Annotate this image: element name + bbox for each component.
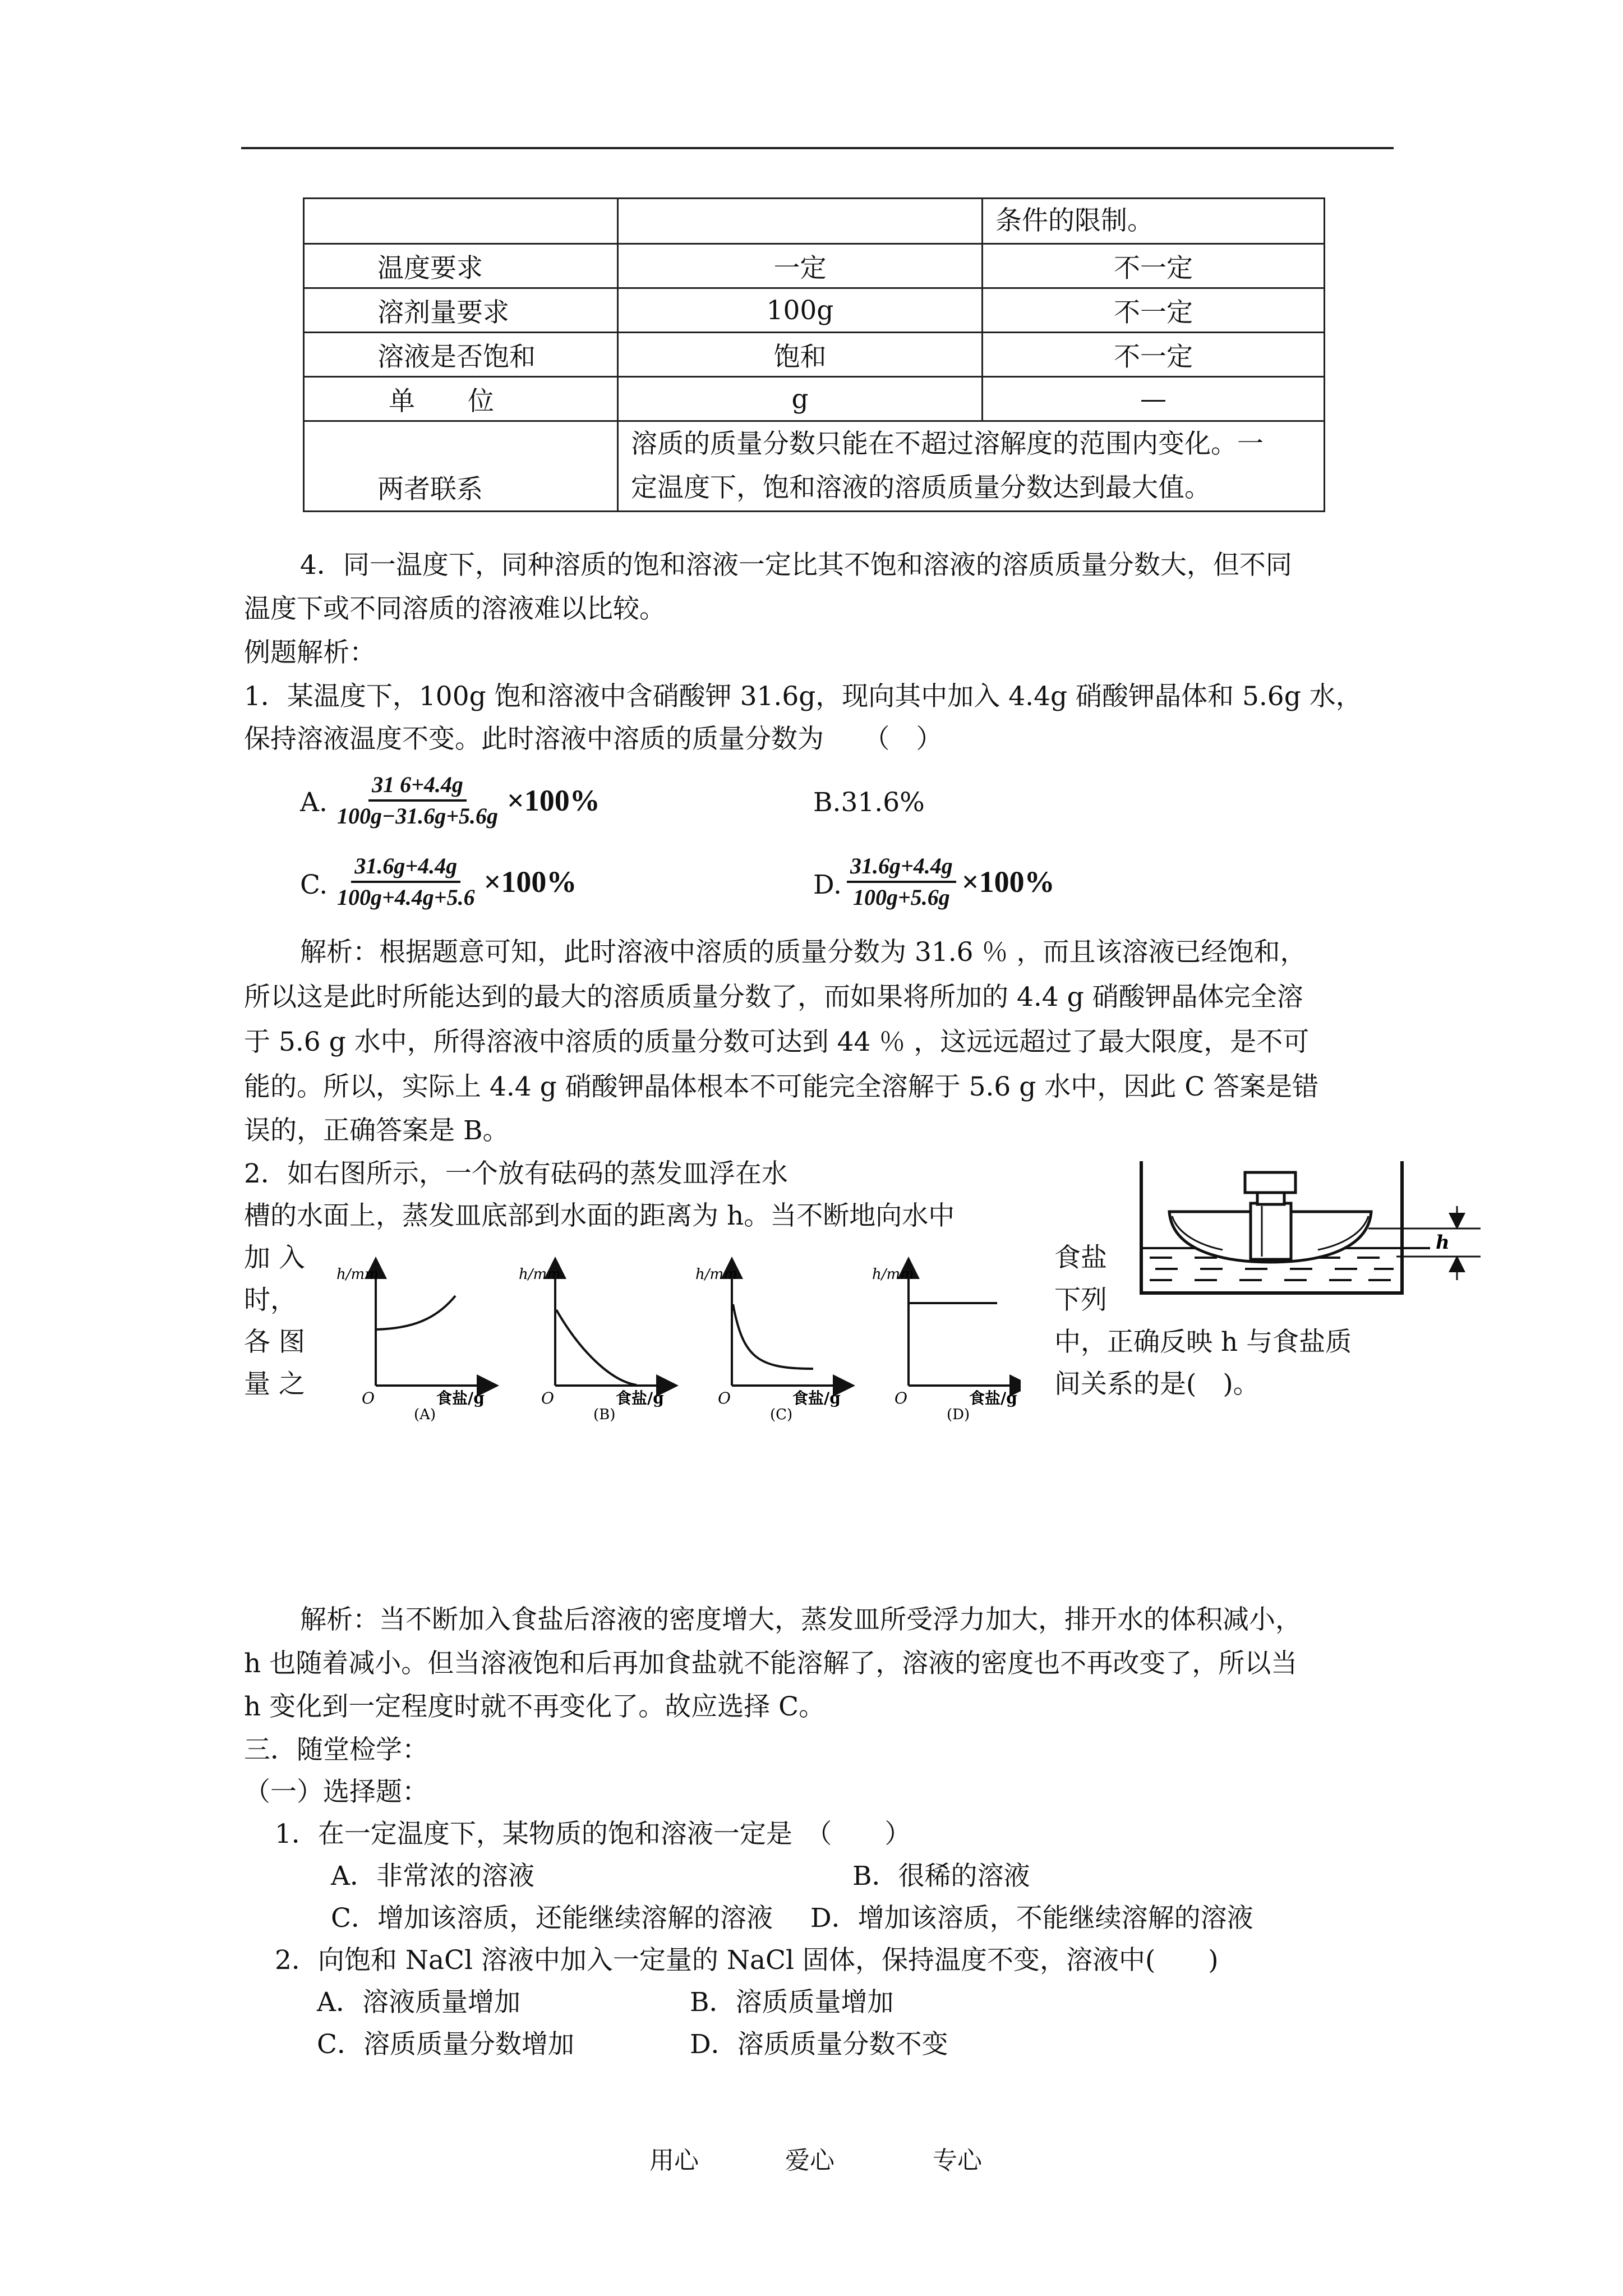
analysis-line: 于 5.6 g 水中，所得溶液中溶质的质量分数可达到 44 ％ ，这远远超过了最大限度，是不可 [244,1027,1310,1057]
option-label: A. [300,787,328,818]
option-b: B.31.6% [813,787,925,818]
option-item: D．溶质质量分数不变 [690,2029,948,2060]
table-cell [304,199,618,244]
question-line: 间关系的是( )。 [1054,1369,1260,1400]
table-cell: g [618,377,983,421]
question-stem: 1．在一定温度下，某物质的饱和溶液一定是 （ ） [275,1819,911,1849]
graph-tag: (C) [770,1406,793,1423]
table-cell: 100g [618,288,983,333]
table-cell: 一定 [618,244,983,288]
table-row-label: 溶剂量要求 [304,288,618,333]
question-stem: 2．向饱和 NaCl 溶液中加入一定量的 NaCl 固体，保持温度不变，溶液中( ) [275,1945,1219,1976]
fraction-numerator: 31.6g+4.4g [847,853,956,883]
section-heading: 例题解析： [244,637,376,668]
table-cell: 条件的限制。 [983,199,1325,244]
paragraph-line: 温度下或不同溶质的溶液难以比较。 [244,593,666,624]
analysis-line: 误的，正确答案是 B。 [244,1115,509,1146]
question-line: 下列 [1054,1285,1107,1315]
question-line: 槽的水面上，蒸发皿底部到水面的距离为 h。当不断地向水中 [244,1200,955,1231]
h-label: h [1436,1231,1450,1254]
analysis-line: 解析：根据题意可知，此时溶液中溶质的质量分数为 31.6 ％ ，而且该溶液已经饱和， [300,937,1307,968]
fraction-denominator: 100g−31.6g+5.6g [337,803,499,829]
option-item: B．溶质质量增加 [690,1987,894,2018]
table-cell: 不一定 [983,333,1325,377]
analysis-line: h 变化到一定程度时就不再变化了。故应选择 C。 [244,1691,826,1722]
comparison-table [303,197,1325,512]
section-heading: 三．随堂检学： [244,1734,428,1765]
question-line: 时， [244,1285,297,1315]
option-item: C．增加该溶质，还能继续溶解的溶液 [331,1903,773,1934]
fraction-denominator: 100g+5.6g [853,885,950,910]
analysis-line: 所以这是此时所能达到的最大的溶质质量分数了，而如果将所加的 4.4 g 硝酸钾晶体完全溶 [244,982,1303,1013]
table-row [304,244,1325,288]
graph-axis-label: h/mm [695,1266,737,1283]
graph-origin: O [362,1389,375,1407]
question-line: 加 入 [244,1243,305,1273]
fraction-numerator: 31 6+4.4g [368,771,467,802]
table-cell: 不一定 [983,288,1325,333]
footer-text: 专心 [933,2146,982,2175]
question-line: 中，正确反映 h 与食盐质 [1054,1327,1352,1358]
footer-text: 用心 [649,2146,699,2175]
paragraph-line: 4．同一温度下，同种溶质的饱和溶液一定比其不饱和溶液的溶质质量分数大，但不同 [300,550,1292,581]
table-row-label: 单 位 [304,377,618,421]
option-a-formula [334,771,600,830]
fraction-multiplier: ×100% [961,865,1055,899]
graph-origin: O [541,1389,554,1407]
header-rule [241,147,1394,149]
fraction-multiplier: ×100% [507,784,600,817]
option-item: A．溶液质量增加 [317,1987,520,2018]
option-item: A．非常浓的溶液 [331,1861,534,1892]
table-row-label: 温度要求 [304,244,618,288]
graph-tag: (B) [593,1406,616,1423]
table-cell: — [983,377,1325,421]
weight-knob [1245,1172,1295,1193]
analysis-line: h 也随着减小。但当溶液饱和后再加食盐就不能溶解了，溶液的密度也不再改变了，所以当 [244,1648,1298,1679]
table-cell: 不一定 [983,244,1325,288]
graph-axis-label: h/mm [519,1266,561,1283]
fraction-denominator: 100g+4.4g+5.6 [337,885,475,910]
table-row [304,421,1325,512]
table-row-label: 两者联系 [304,421,618,512]
weight-body [1251,1203,1291,1259]
table-row [304,288,1325,333]
graph-origin: O [718,1389,731,1407]
analysis-line: 解析：当不断加入食盐后溶液的密度增大，蒸发皿所受浮力加大，排开水的体积减小， [300,1604,1302,1635]
link-text-line: 定温度下，饱和溶液的溶质质量分数达到最大值。 [631,472,1211,503]
option-label: C. [300,869,328,900]
table-row [304,333,1325,377]
option-item: B．很稀的溶液 [852,1861,1030,1892]
option-label: D. [813,869,842,900]
section-subheading: （一）选择题： [244,1777,428,1807]
link-text-line: 溶质的质量分数只能在不超过溶解度的范围内变化。一 [631,429,1264,459]
graph-origin: O [895,1389,907,1407]
graph-axis-label: 食盐/g [969,1389,1017,1407]
question-line: 1．某温度下，100g 饱和溶液中含硝酸钾 31.6g，现向其中加入 4.4g 硝酸钾晶体和 5.6g 水， [244,681,1362,712]
question-line: 2．如右图所示，一个放有砝码的蒸发皿浮在水 [244,1158,788,1189]
graph-axis-label: 食盐/g [792,1389,841,1407]
graph-axis-label: 食盐/g [616,1389,664,1407]
table-row-label: 溶液是否饱和 [304,333,618,377]
table-cell [618,199,983,244]
graph-d [872,1266,1021,1423]
graph-axis-label: h/mm [872,1266,914,1283]
table-cell: 饱和 [618,333,983,377]
graph-tag: (D) [947,1406,970,1423]
graph-a [336,1266,488,1423]
option-d-formula [847,853,1055,911]
question-line: 食盐 [1054,1243,1107,1273]
question-line: 各 图 [244,1327,305,1358]
fraction-multiplier: ×100% [483,865,577,899]
table-row [304,377,1325,421]
graph-options [325,1257,1021,1430]
graph-b [519,1266,667,1423]
graph-axis-label: h/mm [336,1266,379,1283]
apparatus-diagram [1133,1150,1486,1307]
graph-axis-label: 食盐/g [436,1389,485,1407]
analysis-line: 能的。所以，实际上 4.4 g 硝酸钾晶体根本不可能完全溶解于 5.6 g 水中，因此 C 答案是错 [244,1071,1319,1102]
fraction-numerator: 31.6g+4.4g [351,853,460,883]
option-item: C．溶质质量分数增加 [317,2029,574,2060]
table-cell-link [618,421,1325,512]
option-item: D．增加该溶质，不能继续溶解的溶液 [810,1903,1253,1934]
footer-text: 爱心 [785,2146,834,2175]
question-line: 保持溶液温度不变。此时溶液中溶质的质量分数为 （ ） [244,724,943,754]
graph-c [695,1266,844,1423]
question-line: 量 之 [244,1369,305,1400]
table-row [304,199,1325,244]
graph-tag: (A) [414,1406,436,1423]
option-c-formula [334,853,577,911]
